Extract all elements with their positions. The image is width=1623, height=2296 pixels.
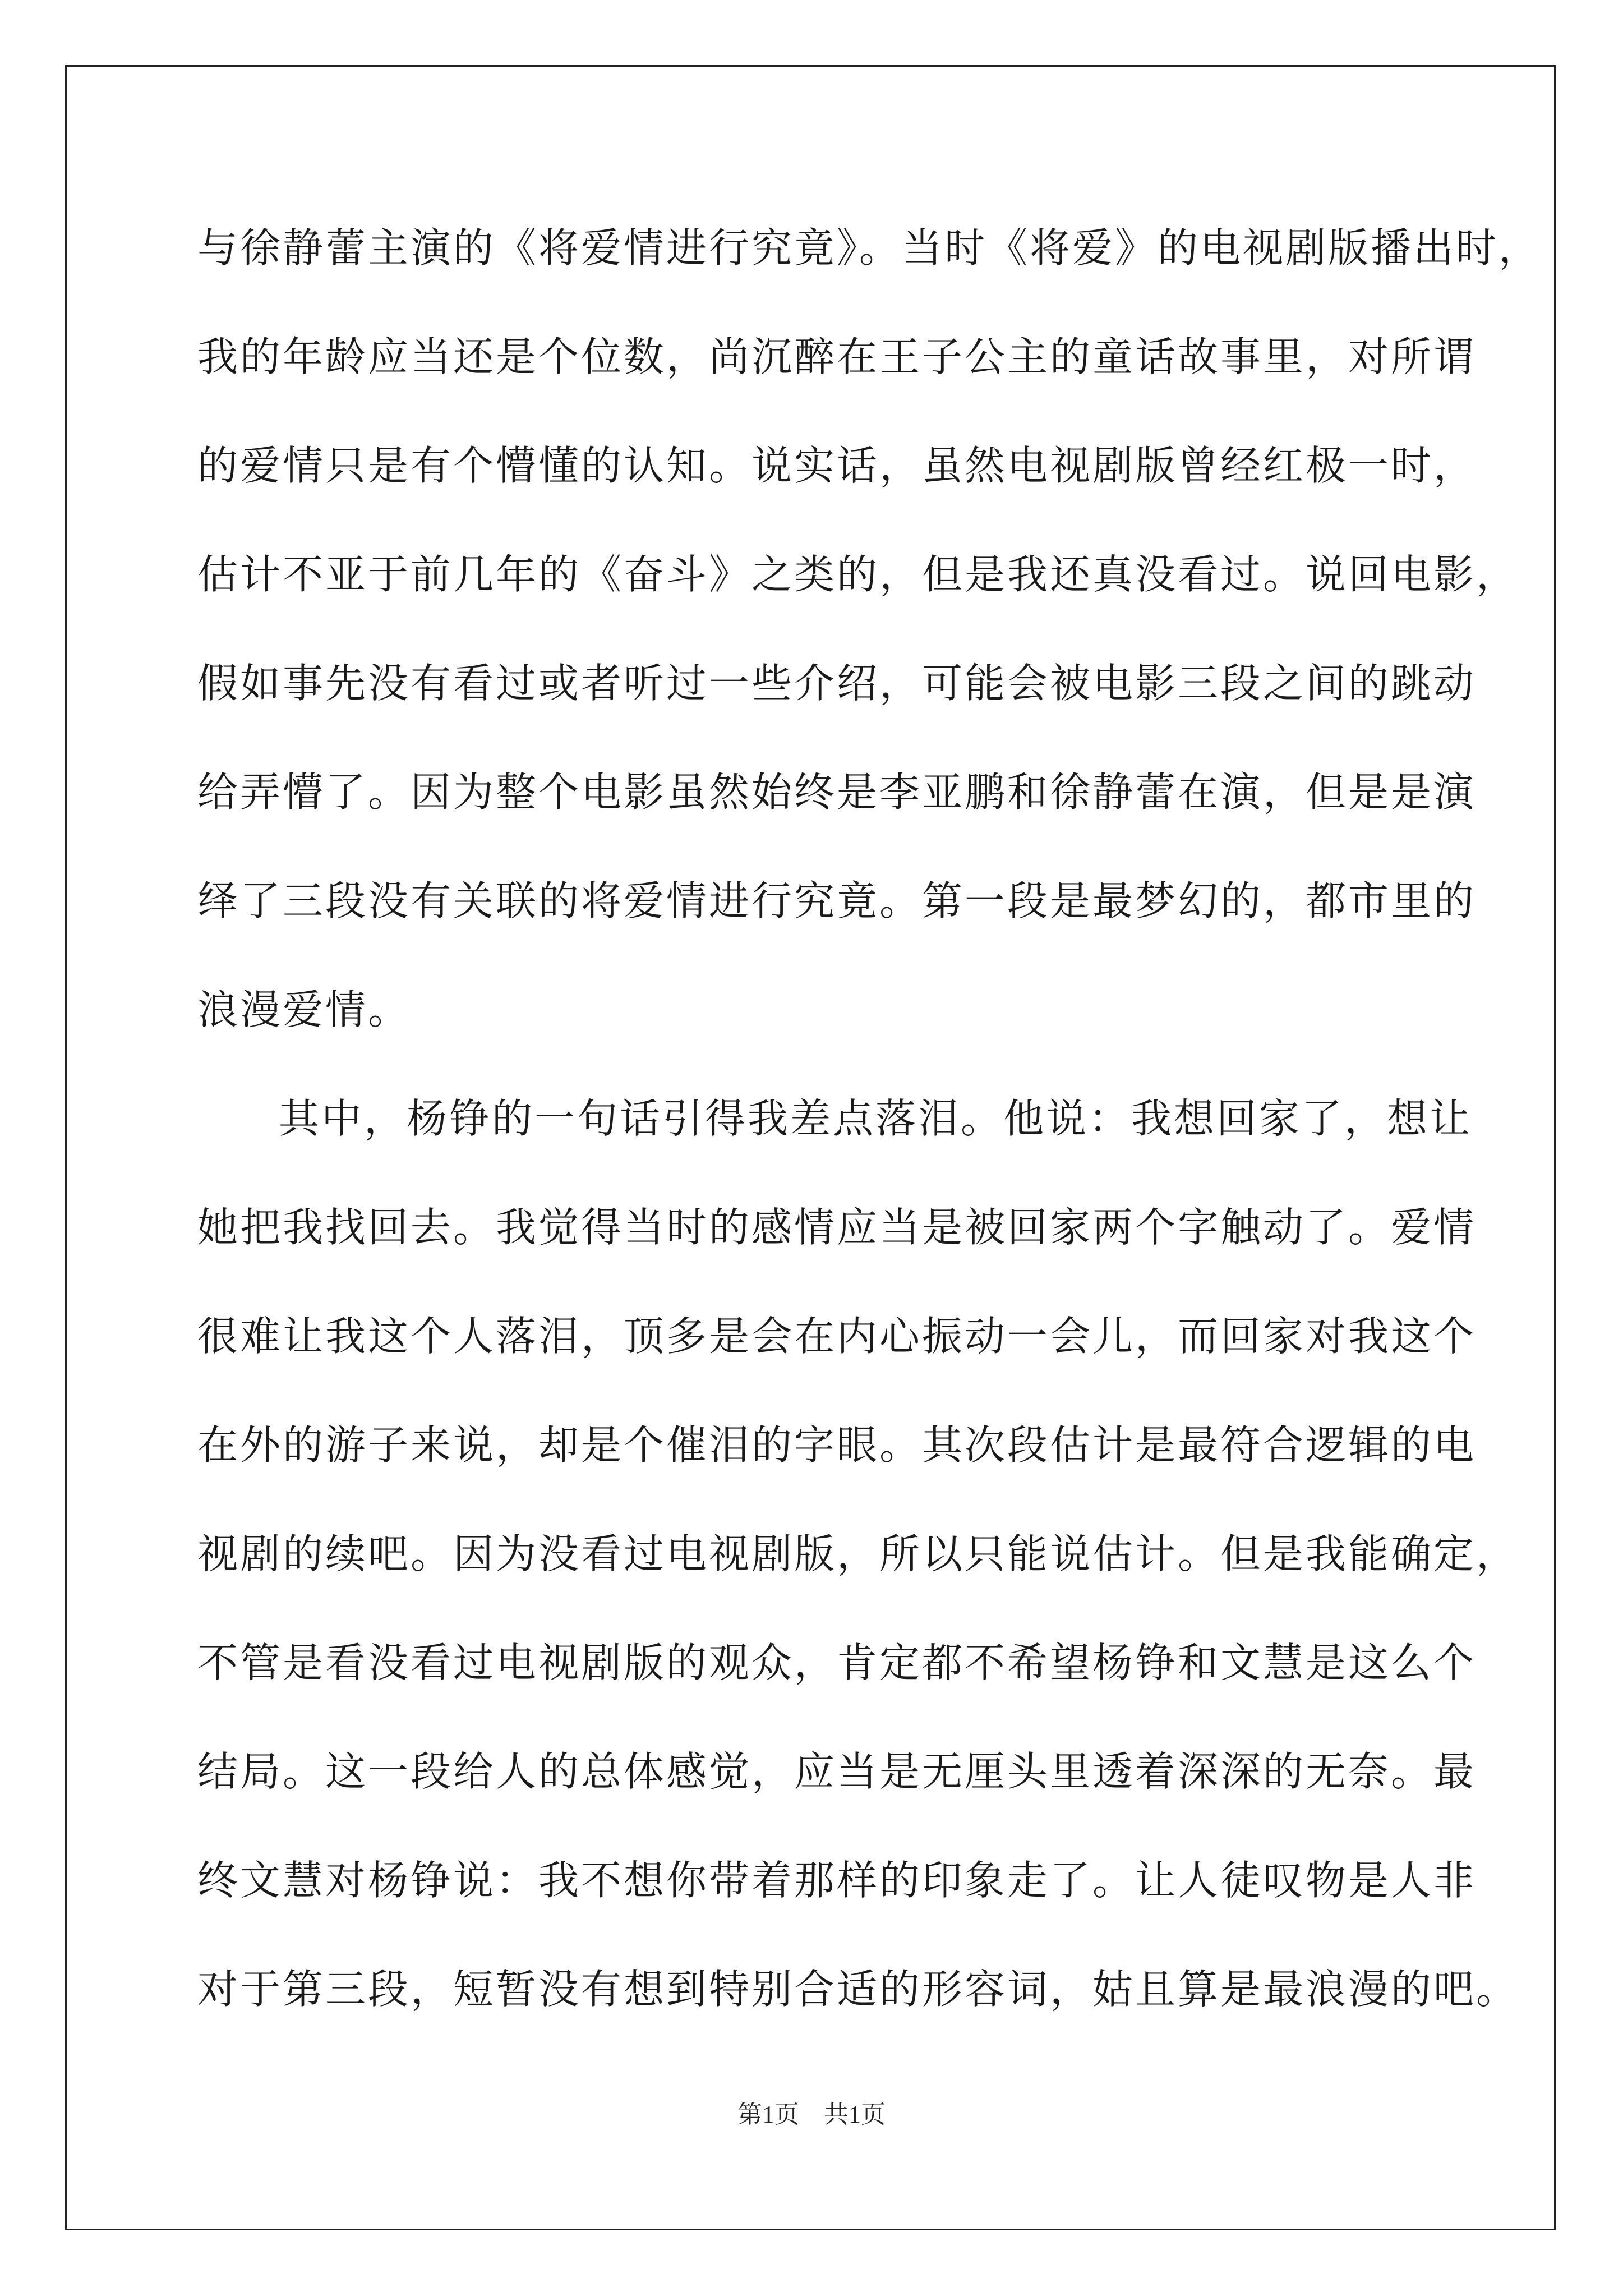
text-line: 不管是看没看过电视剧版的观众，肯定都不希望杨铮和文慧是这么个 <box>197 1639 1477 1686</box>
text-line: 的爱情只是有个懵懂的认知。说实话，虽然电视剧版曾经红极一时， <box>197 442 1477 489</box>
text-line: 绎了三段没有关联的将爱情进行究竟。第一段是最梦幻的，都市里的 <box>197 877 1477 924</box>
text-line: 浪漫爱情。 <box>197 986 411 1033</box>
text-line: 很难让我这个人落泪，顶多是会在内心振动一会儿，而回家对我这个 <box>197 1313 1477 1360</box>
paragraph-2 <box>197 1064 1519 2044</box>
text-line: 与徐静蕾主演的《将爱情进行究竟》。当时《将爱》的电视剧版播出时， <box>197 224 1542 272</box>
text-line: 结局。这一段给人的总体感觉，应当是无厘头里透着深深的无奈。最 <box>197 1748 1477 1795</box>
document-body <box>197 194 1542 2044</box>
paragraph-1 <box>197 194 1542 1064</box>
page-number-footer: 第1页 共1页 <box>737 2101 886 2128</box>
text-line: 终文慧对杨铮说：我不想你带着那样的印象走了。让人徒叹物是人非 <box>197 1857 1477 1904</box>
text-line: 在外的游子来说，却是个催泪的字眼。其次段估计是最符合逻辑的电 <box>197 1421 1477 1469</box>
text-line: 视剧的续吧。因为没看过电视剧版，所以只能说估计。但是我能确定， <box>197 1530 1519 1577</box>
text-line: 其中，杨铮的一句话引得我差点落泪。他说：我想回家了，想让 <box>279 1095 1473 1142</box>
text-line: 我的年龄应当还是个位数，尚沉醉在王子公主的童话故事里，对所谓 <box>197 333 1477 380</box>
text-line: 她把我找回去。我觉得当时的感情应当是被回家两个字触动了。爱情 <box>197 1204 1477 1251</box>
text-line: 给弄懵了。因为整个电影虽然始终是李亚鹏和徐静蕾在演，但是是演 <box>197 769 1477 816</box>
text-line: 估计不亚于前几年的《奋斗》之类的，但是我还真没看过。说回电影， <box>197 551 1519 598</box>
text-line: 对于第三段，短暂没有想到特别合适的形容词，姑且算是最浪漫的吧。 <box>197 1966 1519 2013</box>
text-line: 假如事先没有看过或者听过一些介绍，可能会被电影三段之间的跳动 <box>197 660 1477 707</box>
